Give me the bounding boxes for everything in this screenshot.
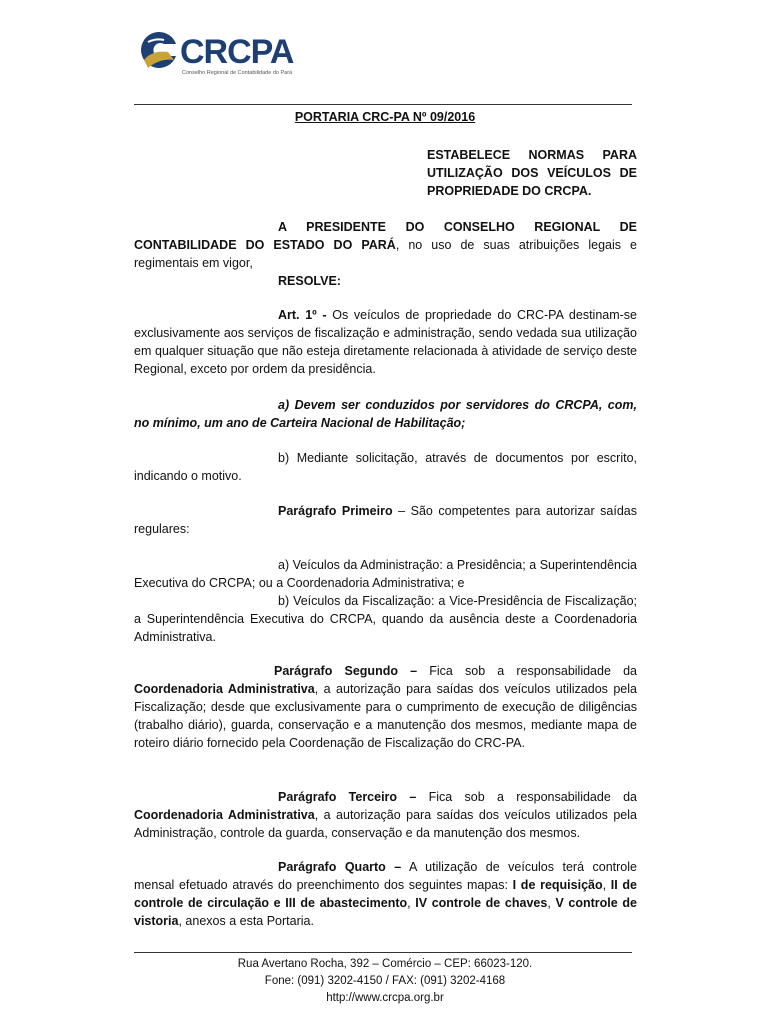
logo-wordmark: CRCPA [180,33,294,71]
resolve [134,272,637,290]
article-1 [134,306,637,378]
paragraph-4-map-1: I de requisição [512,878,603,892]
paragraph-3 [134,788,637,842]
paragraph-3-text-2: , a autorização para saídas dos veículos utilizados pela Administração, controle da guarda, conservação e da manutenção dos mesmos. [134,808,637,840]
paragraph-1 [134,502,637,538]
paragraph-4-map-2: II de controle de circulação e III de abastecimento [134,878,637,910]
paragraph-4-text-2: , anexos a esta Portaria. [178,914,314,928]
paragraph-2-text-2: , a autorização para saídas dos veículos utilizados pela Fiscalização; desde que exclusivamente para o cumprimento de execução de diligências (trabalho diário), guarda, conservação e a manutenção dos mesmos, mediante mapa de roteiro diário fornecido pela Coordenação de Fiscalização do CRC-PA. [134,682,637,750]
crcpa-emblem-icon [138,30,178,74]
footer [0,956,770,1007]
ementa-line-3: PROPRIEDADE DO CRCPA. [427,184,592,198]
item-a-text: a) Devem ser conduzidos por servidores do CRCPA, com, no mínimo, um ano de Carteira Nacional de Habilitação; [134,398,637,430]
preamble [134,218,637,272]
item-b-text: b) Mediante solicitação, através de documentos por escrito, indicando o motivo. [134,451,637,483]
crcpa-logo [138,28,298,88]
paragraph-3-label: Parágrafo Terceiro – [278,790,417,804]
paragraph-1-text: – São competentes para autorizar saídas regulares: [134,504,637,536]
paragraph-4-sep-2: , [407,896,416,910]
paragraph-3-bold: Coordenadoria Administrativa [134,808,315,822]
paragraph-1-item-a [134,556,637,592]
paragraph-2-label: Parágrafo Segundo – [274,664,418,678]
header-rule [134,104,632,105]
paragraph-2 [134,662,637,752]
paragraph-4-map-4: V controle de vistoria [134,896,637,928]
preamble-authority: A PRESIDENTE DO CONSELHO REGIONAL DE CONTABILIDADE DO ESTADO DO PARÁ [134,220,637,252]
paragraph-1-a-text: a) Veículos da Administração: a Presidência; a Superintendência Executiva do CRCPA; ou a Coordenadoria Administrativa; e [134,558,637,590]
footer-phone: Fone: (091) 3202-4150 / FAX: (091) 3202-4168 [264,975,506,987]
paragraph-4-sep-1: , [602,878,611,892]
paragraph-4-map-3: IV controle de chaves [415,896,548,910]
logo-subtitle: Conselho Regional de Contabilidade do Pará [182,70,293,76]
paragraph-2-bold: Coordenadoria Administrativa [134,682,315,696]
paragraph-2-text-1: Fica sob a responsabilidade da [417,664,637,678]
footer-address: Rua Avertano Rocha, 392 – Comércio – CEP: 66023-120. [237,958,533,970]
resolve-heading: RESOLVE: [278,274,341,288]
footer-website[interactable]: http://www.crcpa.org.br [326,992,444,1004]
article-1-item-b [134,449,637,485]
paragraph-3-text-1: Fica sob a responsabilidade da [416,790,637,804]
ementa-line-2: UTILIZAÇÃO DOS VEÍCULOS DE [427,166,637,180]
ementa [427,146,637,200]
paragraph-4-label: Parágrafo Quarto – [278,860,402,874]
article-1-text: Os veículos de propriedade do CRC-PA destinam-se exclusivamente aos serviços de fiscalização e administração, sendo vedada sua utilização em qualquer situação que não esteja diretamente relacionada à atividade de serviço deste Regional, exceto por ordem da presidência. [134,308,637,376]
preamble-text: , no uso de suas atribuições legais e regimentais em vigor, [134,238,637,270]
paragraph-1-item-b [134,592,637,646]
article-1-item-a [134,396,637,432]
article-1-label: Art. 1º - [278,308,327,322]
paragraph-4 [134,858,637,930]
paragraph-4-sep-3: , [547,896,556,910]
paragraph-1-b-text: b) Veículos da Fiscalização: a Vice-Presidência de Fiscalização; a Superintendência Executiva do CRCPA, quando da ausência deste a Coordenadoria Administrativa. [134,594,637,644]
footer-rule [134,952,632,953]
paragraph-4-text-1: A utilização de veículos terá controle mensal efetuado através do preenchimento dos seguintes mapas: [134,860,637,892]
ementa-line-1: ESTABELECE NORMAS PARA [427,148,637,162]
document-title: PORTARIA CRC-PA Nº 09/2016 [294,110,476,124]
paragraph-1-label: Parágrafo Primeiro [278,504,393,518]
